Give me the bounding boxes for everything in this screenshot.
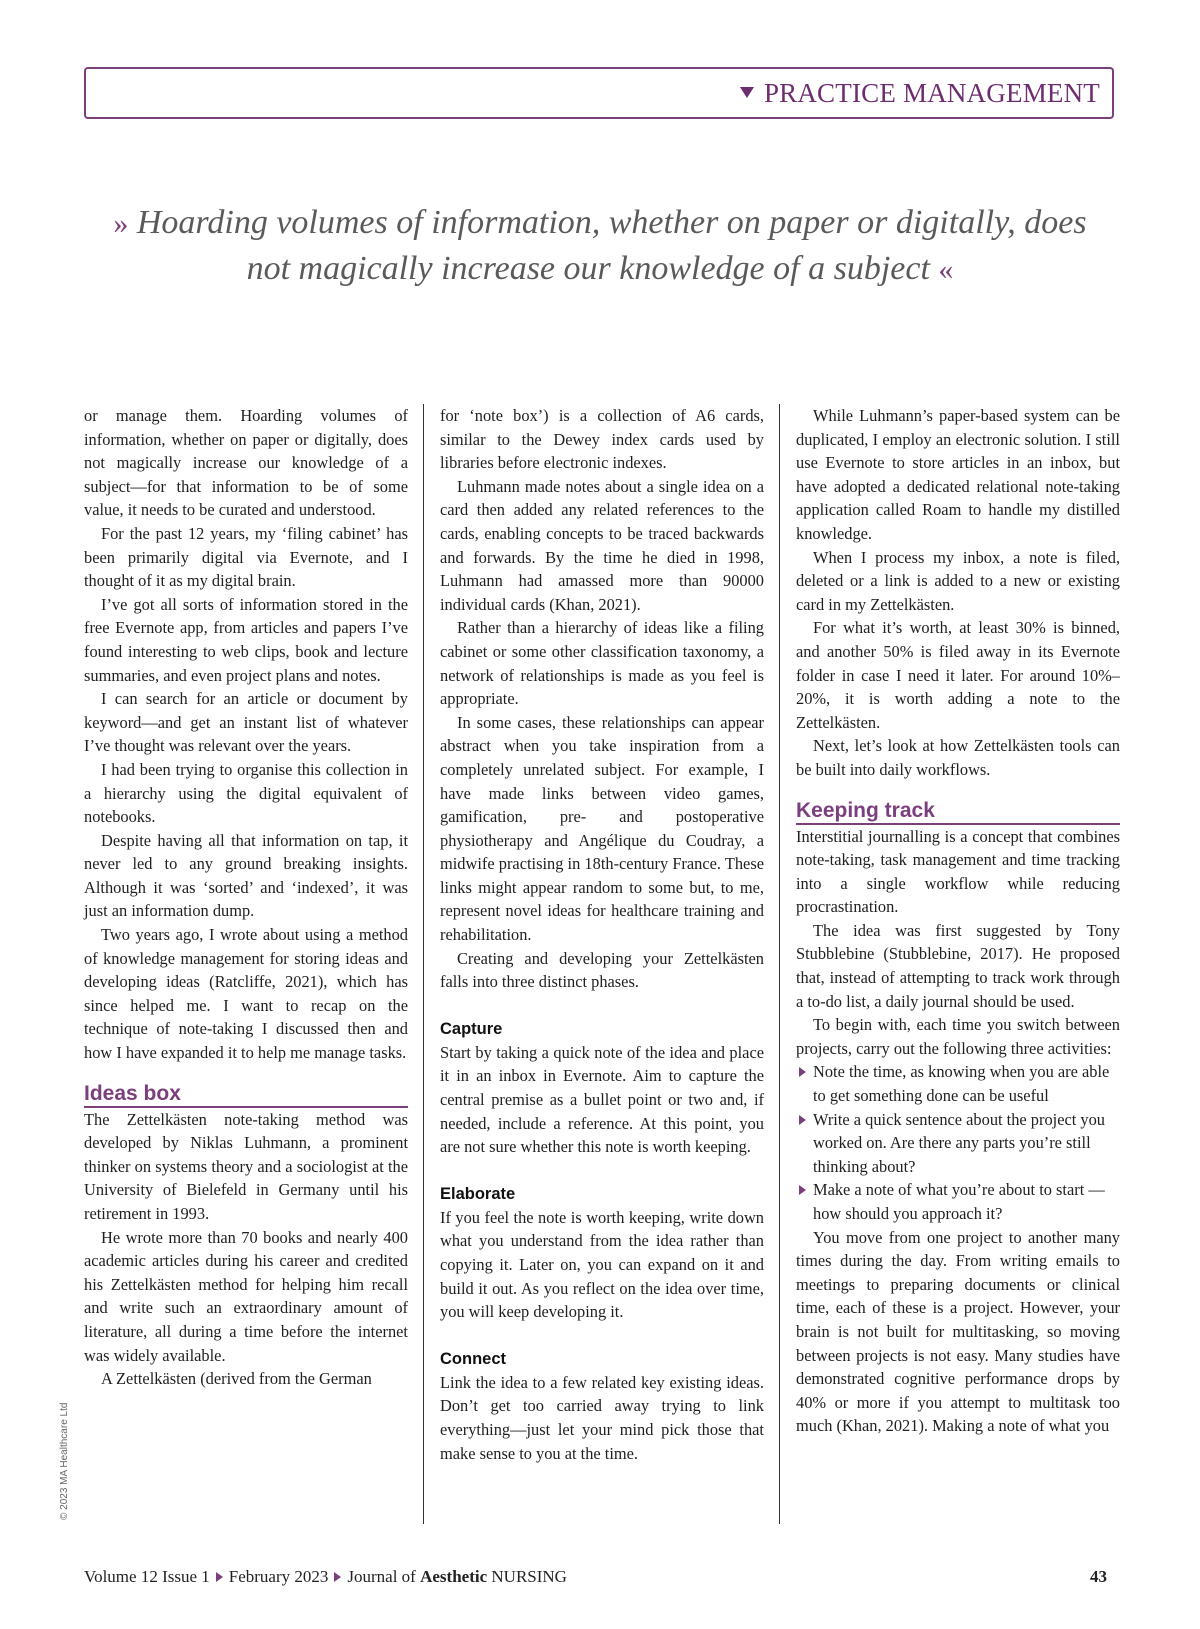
paragraph: Interstitial journalling is a concept that combines note-taking, task management and time tracking into a single workflow while reducing procrastination. <box>796 826 1120 917</box>
page-number: 43 <box>1090 1567 1107 1586</box>
paragraph: Luhmann made notes about a single idea on a card then added any related references to the cards, enabling concepts to be traced backwards and forwards. By the time he died in 1998, Luhmann had amassed more than 90000 individual cards (Khan, 2021). <box>440 476 764 614</box>
quote-open-mark: » <box>113 207 129 240</box>
footer <box>84 1567 567 1587</box>
paragraph: Rather than a hierarchy of ideas like a filing cabinet or some other classification taxonomy, a network of relationships is made as you feel is appropriate. <box>440 618 764 709</box>
triangle-bullet-icon <box>799 1067 806 1077</box>
pull-quote-text: Hoarding volumes of information, whether on paper or digitally, does not magically increase our knowledge of a subject <box>136 204 1087 287</box>
list-item: Write a quick sentence about the project you worked on. Are there any parts you’re still thinking about? <box>796 1108 1120 1179</box>
paragraph: Next, let’s look at how Zettelkästen tools can be built into daily workflows. <box>796 736 1120 779</box>
column-divider-2 <box>779 404 780 1524</box>
section-heading-keeping-track: Keeping track <box>796 799 1120 825</box>
paragraph: He wrote more than 70 books and nearly 400 academic articles during his career and credited his Zettelkästen method for helping him recall and write such an extraordinary amount of literature, all during a time before the internet was widely available. <box>84 1227 408 1365</box>
paragraph: For the past 12 years, my ‘filing cabinet’ has been primarily digital via Evernote, and I thought of it as my digital brain. <box>84 523 408 591</box>
paragraph: While Luhmann’s paper-based system can be duplicated, I employ an electronic solution. I still use Evernote to store articles in an inbox, but have adopted a dedicated relational note-taking application called Roam to handle my distilled knowledge. <box>796 406 1120 543</box>
paragraph: or manage them. Hoarding volumes of information, whether on paper or digitally, does not magically increase our knowledge of a subject—for that information to be of some value, it needs to be curated and understood. <box>84 406 408 520</box>
subheading-capture: Capture <box>440 1019 503 1038</box>
footer-volume: Volume 12 Issue 1 <box>84 1567 210 1586</box>
copyright-notice: © 2023 MA Healthcare Ltd <box>59 1402 70 1520</box>
triangle-down-icon <box>740 87 754 98</box>
quote-close-mark: « <box>938 253 954 286</box>
subheading-elaborate: Elaborate <box>440 1184 516 1203</box>
list-item: Make a note of what you’re about to start —how should you approach it? <box>796 1178 1120 1225</box>
paragraph: A Zettelkästen (derived from the German <box>101 1369 372 1389</box>
bullet-list <box>796 1060 1120 1225</box>
column-1 <box>84 404 408 1391</box>
list-item: Note the time, as knowing when you are able to get something done can be useful <box>796 1060 1120 1107</box>
triangle-bullet-icon <box>799 1185 806 1195</box>
paragraph: In some cases, these relationships can appear abstract when you take inspiration from a completely unrelated subject. For example, I have made links between video games, gamification, pre- and postoperative physiotherapy and Angélique du Coudray, a midwife practising in 18th-century France. These links might appear random to some but, to me, represent novel ideas for healthcare training and rehabilitation. <box>440 712 764 945</box>
paragraph: When I process my inbox, a note is filed, deleted or a link is added to a new or existing card in my Zettelkästen. <box>796 547 1120 614</box>
paragraph: You move from one project to another many times during the day. From writing emails to meetings to preparing documents or clinical time, each of these is a project. However, your brain is not built for multitasking, so moving between projects is not easy. Many studies have demonstrated cognitive performance drops by 40% or more if you attempt to multitask too much (Khan, 2021). Making a note of what you <box>796 1227 1120 1436</box>
paragraph: Despite having all that information on tap, it never led to any ground breaking insights. Although it was ‘sorted’ and ‘indexed’, it was just an information dump. <box>84 830 408 921</box>
section-title: PRACTICE MANAGEMENT <box>763 78 1100 108</box>
section-label <box>740 78 1100 109</box>
column-divider-1 <box>423 404 424 1524</box>
paragraph: Start by taking a quick note of the idea and place it in an inbox in Evernote. Aim to capture the central premise as a bullet point or two and, if needed, include a reference. At this point, you are not sure whether this note is worth keeping. <box>440 1042 764 1157</box>
paragraph: For what it’s worth, at least 30% is binned, and another 50% is filed away in its Evernote folder in case I need it later. For around 10%–20%, it is worth adding a note to the Zettelkästen. <box>796 618 1120 732</box>
footer-journal-suffix: NURSING <box>491 1567 567 1586</box>
paragraph: I can search for an article or document by keyword—and get an instant list of whatever I’ve thought was relevant over the years. <box>84 689 408 756</box>
paragraph: If you feel the note is worth keeping, write down what you understand from the idea rather than copying it. Later on, you can expand on it and build it out. As you reflect on the idea over time, you will keep developing it. <box>440 1207 764 1322</box>
column-2 <box>440 404 764 1465</box>
column-3 <box>796 404 1120 1438</box>
triangle-right-icon <box>216 1572 223 1582</box>
paragraph: I had been trying to organise this collection in a hierarchy using the digital equivalent of notebooks. <box>84 759 408 827</box>
paragraph: Creating and developing your Zettelkästen falls into three distinct phases. <box>440 948 764 992</box>
section-header-box <box>84 67 1114 119</box>
paragraph: Link the idea to a few related key existing ideas. Don’t get too carried away trying to link everything—just let your mind pick those that make sense to you at the time. <box>440 1372 764 1463</box>
paragraph: The Zettelkästen note-taking method was developed by Niklas Luhmann, a prominent thinker on systems theory and a sociologist at the University of Bielefeld in Germany until his retirement in 1993. <box>84 1109 408 1223</box>
footer-journal-bold: Aesthetic <box>420 1567 488 1586</box>
footer-journal-prefix: Journal of <box>347 1567 416 1586</box>
paragraph: Two years ago, I wrote about using a method of knowledge management for storing ideas and developing ideas (Ratcliffe, 2021), which has since helped me. I want to recap on the technique of note-taking I discussed then and how I have expanded it to help me manage tasks. <box>84 925 408 1063</box>
paragraph: To begin with, each time you switch between projects, carry out the following three activities: <box>796 1015 1120 1058</box>
footer-date: February 2023 <box>228 1567 329 1586</box>
triangle-right-icon <box>334 1572 341 1582</box>
pull-quote <box>100 200 1100 292</box>
section-heading-ideas-box: Ideas box <box>84 1082 408 1108</box>
triangle-bullet-icon <box>799 1115 806 1125</box>
paragraph: for ‘note box’) is a collection of A6 cards, similar to the Dewey index cards used by libraries before electronic indexes. <box>440 406 764 473</box>
paragraph: The idea was first suggested by Tony Stubblebine (Stubblebine, 2017). He proposed that, instead of attempting to track work through a to-do list, a daily journal should be used. <box>796 920 1120 1011</box>
paragraph: I’ve got all sorts of information stored in the free Evernote app, from articles and papers I’ve found interesting to web clips, book and lecture summaries, and even project plans and notes. <box>84 594 408 685</box>
subheading-connect: Connect <box>440 1349 506 1368</box>
